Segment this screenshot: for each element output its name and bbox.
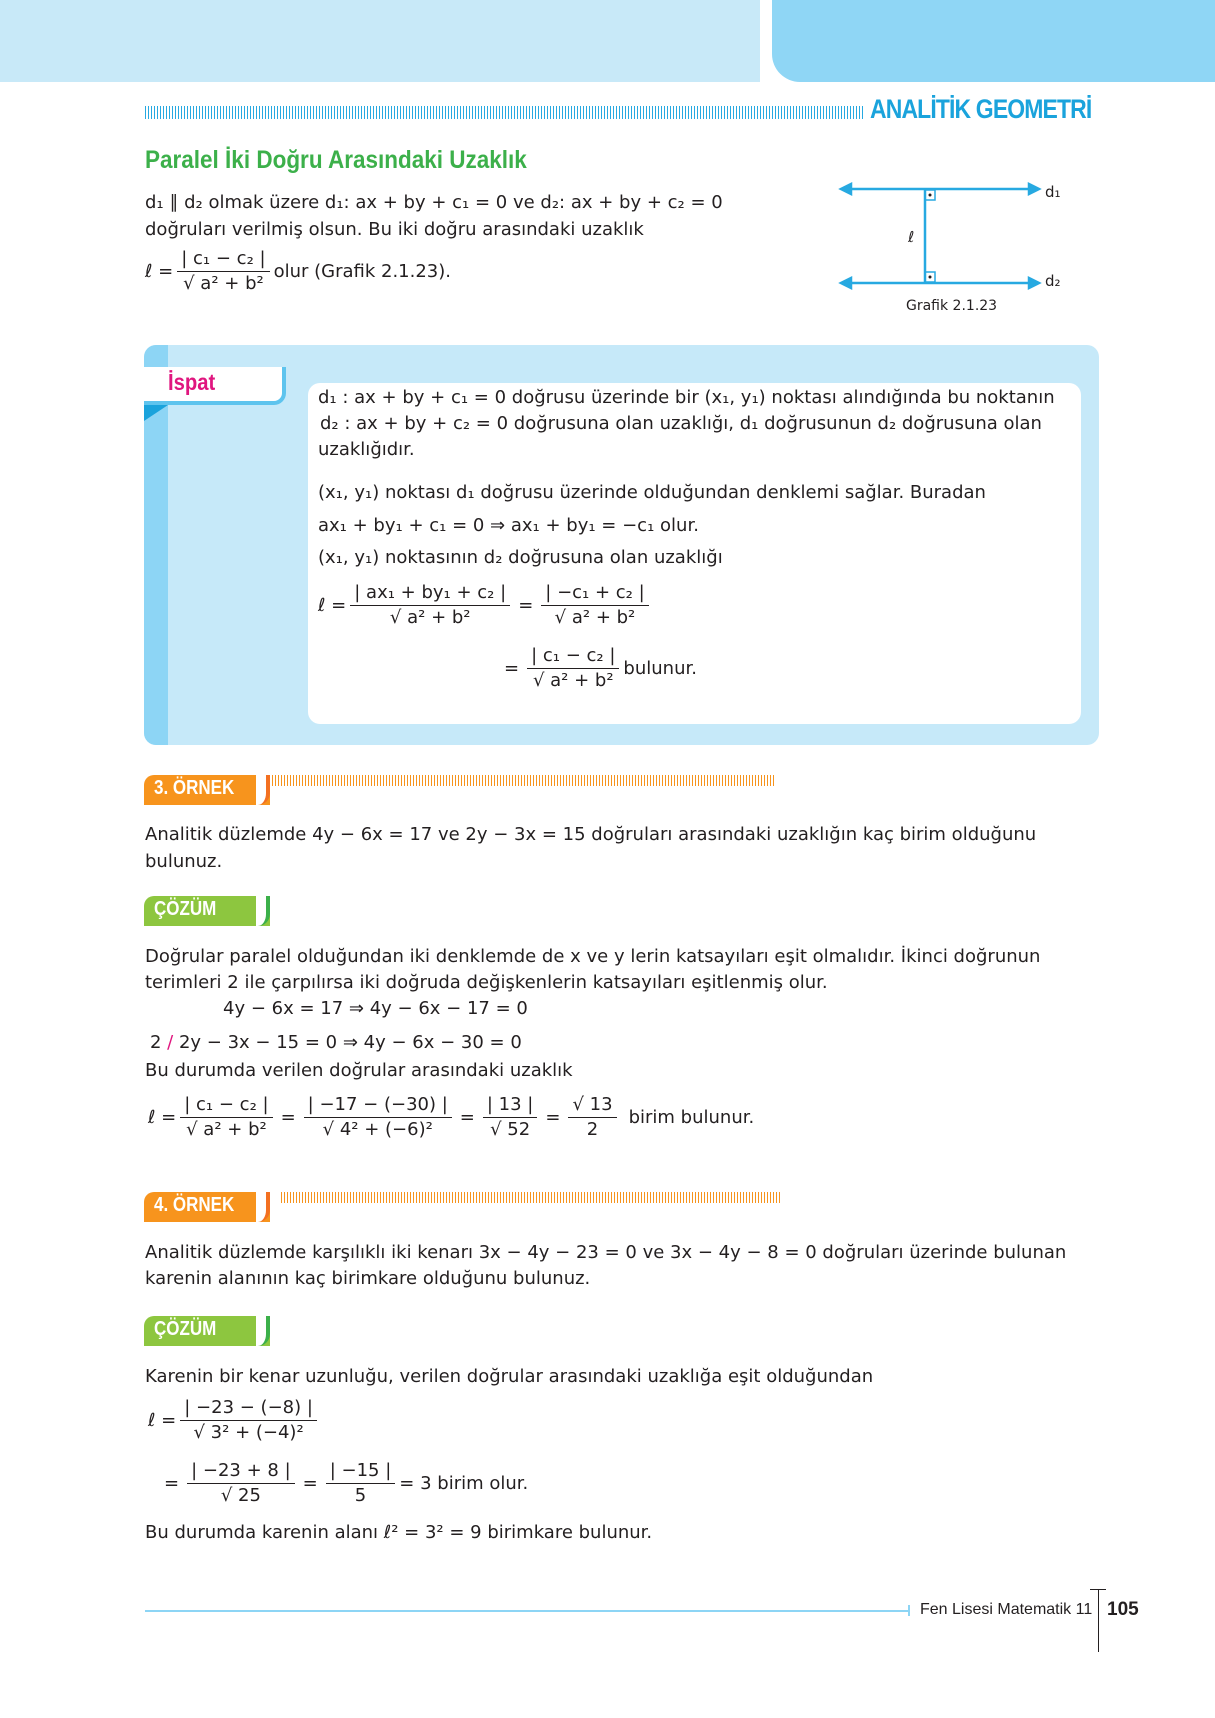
equals: = xyxy=(302,1473,318,1494)
footer-divider xyxy=(1098,1589,1099,1652)
section-title: Paralel İki Doğru Arasındaki Uzaklık xyxy=(145,146,527,174)
denominator-3: 5 xyxy=(354,1485,367,1506)
proof-tab-label: İspat xyxy=(168,369,216,395)
eq1-lhs: ℓ = xyxy=(318,595,347,616)
proof-p2-line-3: (x₁, y₁) noktasının d₂ doğrusuna olan uzaklığı xyxy=(318,547,723,568)
proof-p2-line-1: (x₁, y₁) noktası d₁ doğrusu üzerinde olduğundan denklemi sağlar. Buradan xyxy=(318,482,986,503)
eq2-fraction xyxy=(527,645,619,692)
proof-tab xyxy=(144,367,286,405)
numerator-4: √ 13 xyxy=(568,1094,616,1118)
solution-badge-label: ÇÖZÜM xyxy=(154,898,217,920)
book-title: Fen Lisesi Matematik 11 xyxy=(920,1601,1093,1618)
header-band xyxy=(0,0,760,82)
proof-p2-line-2: ax₁ + by₁ + c₁ = 0 ⇒ ax₁ + by₁ = −c₁ olur. xyxy=(318,515,699,536)
fraction-2 xyxy=(304,1094,452,1141)
proof-p1-line-3: uzaklığıdır. xyxy=(318,439,415,460)
example-3-hatch-rule xyxy=(272,775,774,786)
distance-label: ℓ xyxy=(908,228,915,246)
line-d1-label: d₁ xyxy=(1045,183,1061,201)
example-4-conclusion: Bu durumda karenin alanı ℓ² = 3² = 9 birimkare bulunur. xyxy=(145,1522,653,1543)
example-3-question-line-1: Analitik düzlemde 4y − 6x = 17 ve 2y − 3x = 15 doğruları arasındaki uzaklığın kaç birim olduğunu xyxy=(145,824,1037,845)
numerator-3: | 13 | xyxy=(483,1094,537,1118)
fraction-1 xyxy=(180,1397,317,1444)
diagram-caption: Grafik 2.1.23 xyxy=(906,298,998,314)
example-3-solution-badge xyxy=(144,896,270,926)
proof-equation-1 xyxy=(318,582,653,629)
denominator-3: √ 52 xyxy=(490,1119,531,1140)
example-4-solution-line-1: Karenin bir kenar uzunluğu, verilen doğrular arasındaki uzaklığa eşit olduğundan xyxy=(145,1366,874,1387)
solution-badge-label: ÇÖZÜM xyxy=(154,1318,217,1340)
proof-equation-2 xyxy=(500,645,697,692)
footer-tick xyxy=(908,1605,910,1616)
formula-tail: olur (Grafik 2.1.23). xyxy=(273,261,452,282)
proof-p1-line-1: d₁ : ax + by + c₁ = 0 doğrusu üzerinde bir (x₁, y₁) noktası alındığında bu noktanın xyxy=(318,387,1055,408)
eq1-numerator-1: | ax₁ + by₁ + c₂ | xyxy=(350,582,510,606)
eq2-tail: bulunur. xyxy=(623,658,697,679)
numerator-2: | −23 + 8 | xyxy=(187,1460,295,1484)
line-d2-label: d₂ xyxy=(1045,272,1061,290)
equation-b-text: 2y − 3x − 15 = 0 ⇒ 4y − 6x − 30 = 0 xyxy=(178,1032,522,1053)
example-4-question-line-1: Analitik düzlemde karşılıklı iki kenarı 3x − 4y − 23 = 0 ve 3x − 4y − 8 = 0 doğruları üzerinde bulunan xyxy=(145,1242,1067,1263)
eq1-denominator-2: √ a² + b² xyxy=(554,607,636,628)
eq1-equals: = xyxy=(518,595,534,616)
multiply-slash: / xyxy=(161,1032,179,1053)
example-3-equation-a: 4y − 6x = 17 ⇒ 4y − 6x − 17 = 0 xyxy=(223,998,528,1019)
eq2-equals: = xyxy=(504,658,520,679)
example-3-badge xyxy=(144,775,270,805)
fraction-4 xyxy=(568,1094,616,1141)
header-hatch-rule xyxy=(145,106,863,119)
footer-line xyxy=(145,1610,910,1612)
equals: = xyxy=(459,1107,475,1128)
example-3-solution-line-2: terimleri 2 ile çarpılırsa iki doğruda değişkenlerin katsayıları eşitlenmiş olur. xyxy=(145,972,828,993)
eq1-denominator-1: √ a² + b² xyxy=(389,607,471,628)
intro-line-2: doğruları verilmiş olsun. Bu iki doğru arasındaki uzaklık xyxy=(145,219,644,240)
header-tab xyxy=(772,0,1215,82)
numerator-1: | −23 − (−8) | xyxy=(180,1397,317,1421)
numerator-2: | −17 − (−30) | xyxy=(304,1094,452,1118)
fraction-2 xyxy=(187,1460,295,1507)
badge-hook xyxy=(256,896,270,926)
proof-p1-line-2: d₂ : ax + by + c₂ = 0 doğrusuna olan uzaklığı, d₁ doğrusunun d₂ doğrusuna olan xyxy=(320,413,1042,434)
distance-formula xyxy=(145,248,451,295)
denominator-1: √ a² + b² xyxy=(186,1119,267,1140)
formula-tail: birim bulunur. xyxy=(628,1107,755,1128)
formula-lhs: ℓ = xyxy=(145,261,174,282)
example-3-equation-b xyxy=(150,1030,522,1056)
example-4-badge-label: 4. ÖRNEK xyxy=(154,1194,235,1216)
numerator-3: | −15 | xyxy=(326,1460,396,1484)
example-4-solution-badge xyxy=(144,1316,270,1346)
example-4-question-line-2: karenin alanının kaç birimkare olduğunu bulunuz. xyxy=(145,1268,591,1289)
denominator-1: √ 3² + (−4)² xyxy=(193,1422,304,1443)
example-3-badge-label: 3. ÖRNEK xyxy=(154,777,235,799)
header-gap xyxy=(760,0,772,82)
page-number: 105 xyxy=(1107,1599,1139,1620)
f-lhs: ℓ = xyxy=(148,1107,177,1128)
example-3-question-line-2: bulunuz. xyxy=(145,851,223,872)
example-4-formula-2 xyxy=(160,1460,528,1507)
proof-tab-fold xyxy=(144,405,168,421)
equals: = xyxy=(164,1473,180,1494)
eq2-numerator: | c₁ − c₂ | xyxy=(527,645,619,669)
eq2-denominator: √ a² + b² xyxy=(532,670,614,691)
example-4-hatch-rule xyxy=(281,1192,781,1203)
fraction-3 xyxy=(483,1094,537,1141)
example-4-formula-1 xyxy=(148,1397,321,1444)
formula-fraction xyxy=(177,248,269,295)
badge-hook xyxy=(256,1316,270,1346)
denominator-2: √ 25 xyxy=(220,1485,261,1506)
f-lhs: ℓ = xyxy=(148,1410,177,1431)
eq1-fraction-1 xyxy=(350,582,510,629)
formula-numerator: | c₁ − c₂ | xyxy=(177,248,269,272)
multiplier: 2 xyxy=(150,1032,162,1053)
intro-line-1: d₁ ∥ d₂ olmak üzere d₁: ax + by + c₁ = 0 ve d₂: ax + by + c₂ = 0 xyxy=(145,192,723,213)
example-4-badge xyxy=(144,1192,270,1222)
fraction-3 xyxy=(326,1460,396,1507)
unit-title: ANALİTİK GEOMETRİ xyxy=(870,94,1092,124)
formula-denominator: √ a² + b² xyxy=(183,273,264,294)
badge-hook xyxy=(256,775,270,805)
example-3-solution-line-1: Doğrular paralel olduğundan iki denklemde de x ve y lerin katsayıları eşit olmalıdır. İkinci doğrunun xyxy=(145,946,1041,967)
equals: = xyxy=(280,1107,296,1128)
numerator-1: | c₁ − c₂ | xyxy=(180,1094,272,1118)
eq1-numerator-2: | −c₁ + c₂ | xyxy=(541,582,648,606)
denominator-2: √ 4² + (−6)² xyxy=(322,1119,433,1140)
example-3-solution-line-3: Bu durumda verilen doğrular arasındaki uzaklık xyxy=(145,1060,573,1081)
badge-hook xyxy=(256,1192,270,1222)
formula-tail: = 3 birim olur. xyxy=(399,1473,529,1494)
example-3-distance-formula xyxy=(148,1094,754,1141)
eq1-fraction-2 xyxy=(541,582,648,629)
fraction-1 xyxy=(180,1094,272,1141)
denominator-4: 2 xyxy=(586,1119,599,1140)
equals: = xyxy=(545,1107,561,1128)
